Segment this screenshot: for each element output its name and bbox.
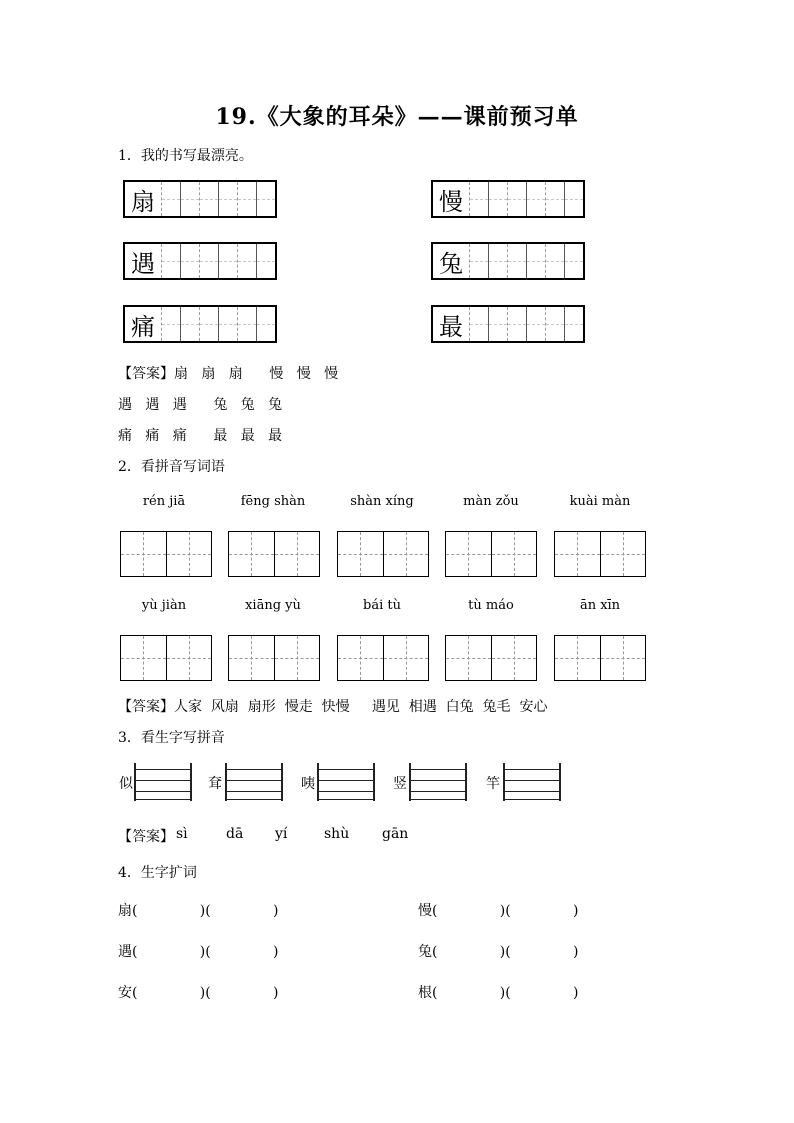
character-label: 竿	[486, 776, 500, 792]
q3-answer-label: 【答案】	[118, 829, 174, 845]
writing-row-4[interactable]	[431, 242, 585, 280]
word-writing-box[interactable]	[337, 531, 429, 577]
word-writing-box[interactable]	[228, 635, 320, 681]
word-expansion-blank[interactable]: 扇( )( )	[118, 903, 279, 919]
character-label: 咦	[301, 776, 315, 792]
pinyin-label: yù jiàn	[141, 598, 187, 613]
q1-answer-line: 痛 痛 痛 最 最 最	[118, 428, 283, 444]
pinyin-answer: sì	[176, 826, 188, 842]
pinyin-label: rén jiā	[142, 494, 186, 509]
pinyin-writing-lines[interactable]	[503, 763, 561, 801]
pinyin-answer: gān	[382, 826, 409, 842]
pinyin-label: shàn xíng	[350, 494, 414, 509]
pinyin-label: tù máo	[468, 598, 514, 613]
writing-row-1[interactable]	[123, 180, 277, 218]
pinyin-writing-lines[interactable]	[225, 763, 283, 801]
writing-row-5[interactable]	[123, 305, 277, 343]
character-label: 耷	[208, 776, 222, 792]
q1-answer-line: 【答案】扇 扇 扇 慢 慢 慢	[118, 366, 339, 382]
q4-heading: 4．生字扩词	[118, 865, 197, 881]
pinyin-answer: shù	[324, 826, 350, 842]
q2-heading: 2．看拼音写词语	[118, 459, 225, 475]
word-writing-box[interactable]	[445, 531, 537, 577]
word-writing-box[interactable]	[120, 635, 212, 681]
pinyin-label: kuài màn	[569, 494, 631, 509]
pinyin-label: màn zǒu	[463, 494, 519, 509]
worksheet-title: 19.《大象的耳朵》——课前预习单	[215, 104, 579, 130]
writing-row-3[interactable]	[123, 242, 277, 280]
character-label: 似	[119, 776, 133, 792]
model-character: 兔	[439, 249, 463, 278]
model-character: 扇	[131, 187, 155, 216]
writing-row-2[interactable]	[431, 180, 585, 218]
q1-heading: 1．我的书写最漂亮。	[118, 148, 253, 164]
pinyin-label: bái tù	[363, 598, 401, 613]
model-character: 慢	[439, 187, 463, 216]
word-writing-box[interactable]	[337, 635, 429, 681]
pinyin-answer: yí	[275, 826, 288, 842]
pinyin-writing-lines[interactable]	[409, 763, 467, 801]
pinyin-writing-lines[interactable]	[134, 763, 192, 801]
model-character: 痛	[131, 312, 155, 341]
word-expansion-blank[interactable]: 慢( )( )	[418, 903, 579, 919]
model-character: 最	[439, 312, 463, 341]
pinyin-label: xiāng yù	[245, 598, 301, 613]
word-expansion-blank[interactable]: 兔( )( )	[418, 944, 579, 960]
q3-heading: 3．看生字写拼音	[118, 730, 225, 746]
pinyin-answer: dā	[226, 826, 244, 842]
word-writing-box[interactable]	[120, 531, 212, 577]
pinyin-label: fēng shàn	[240, 494, 306, 509]
character-label: 竖	[393, 776, 407, 792]
word-writing-box[interactable]	[445, 635, 537, 681]
word-expansion-blank[interactable]: 根( )( )	[418, 985, 579, 1001]
writing-row-6[interactable]	[431, 305, 585, 343]
word-writing-box[interactable]	[554, 635, 646, 681]
word-expansion-blank[interactable]: 安( )( )	[118, 985, 279, 1001]
model-character: 遇	[131, 249, 155, 278]
q2-answer: 【答案】人家 风扇 扇形 慢走 快慢 遇见 相遇 白兔 兔毛 安心	[118, 699, 548, 715]
pinyin-label: ān xīn	[579, 598, 621, 613]
word-writing-box[interactable]	[228, 531, 320, 577]
word-expansion-blank[interactable]: 遇( )( )	[118, 944, 279, 960]
pinyin-writing-lines[interactable]	[317, 763, 375, 801]
q1-answer-line: 遇 遇 遇 兔 兔 兔	[118, 397, 283, 413]
word-writing-box[interactable]	[554, 531, 646, 577]
